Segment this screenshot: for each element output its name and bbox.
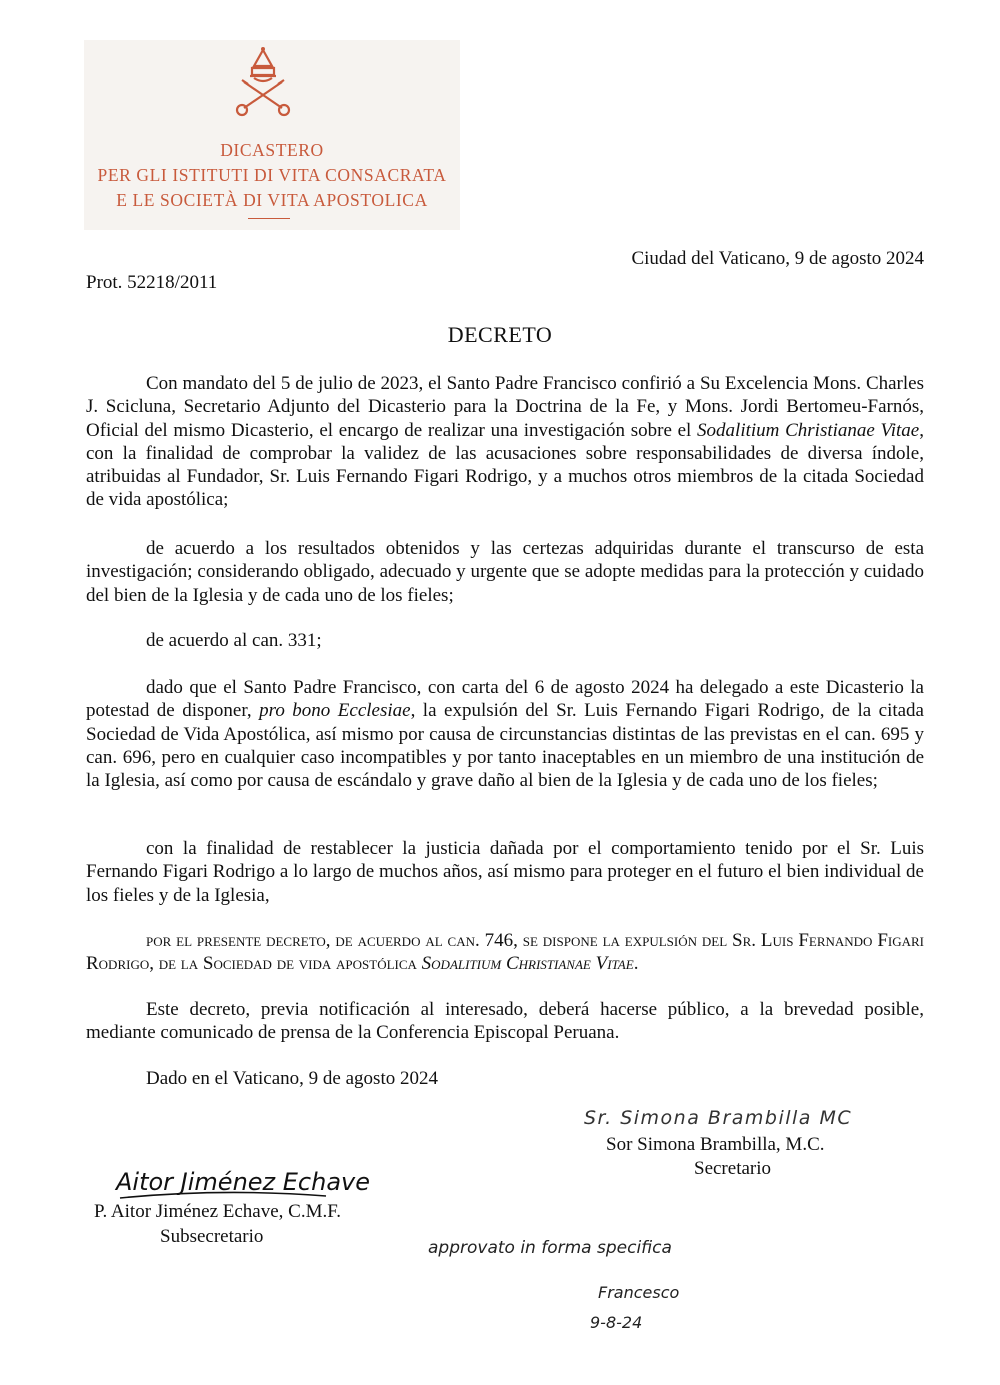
pro-bono-italic: pro bono Ecclesiae (259, 700, 411, 722)
letterhead-line-2: PER GLI ISTITUTI DI VITA CONSACRATA (97, 165, 447, 185)
paragraph-5: con la finalidad de restablecer la justicia dañada por el comportamiento tenido por el Sr. Luis Fernando Figari Rodrigo a lo largo de muchos años, así mismo para proteger en el futuro el bien individual de los fieles y de la Iglesia, (86, 838, 924, 906)
secretary-name: Sor Simona Brambilla, M.C. (606, 1134, 825, 1155)
dicastery-name (84, 138, 460, 213)
letterhead-line-1: DICASTERO (220, 140, 324, 160)
papal-signature: Francesco (598, 1283, 680, 1302)
svg-text:Aitor Jiménez Echave: Aitor Jiménez Echave (116, 1168, 371, 1196)
sodalitium-name-italic: Sodalitium Christianae Vitae (697, 419, 920, 441)
letterhead-line-3: E LE SOCIETÀ DI VITA APOSTOLICA (116, 190, 428, 210)
paragraph-4: dado que el Santo Padre Francisco, con carta del 6 de agosto 2024 ha delegado a este Dicasterio la potestad de disponer, pro bono Ecclesiae, la expulsión del Sr. Luis Fernando Figari Rodrigo, de la citada Sociedad de Vida Apostólica, así mismo por causa de circunstancias distintas de las previstas en el can. 695 y can. 696, pero en cualquier caso incompatibles y por tanto inaceptables en un miembro de una institución de la Iglesia, así como por causa de escándalo y grave daño al bien de la Iglesia y de cada uno de los fieles; (86, 677, 924, 792)
paragraph-3: de acuerdo al can. 331; (146, 630, 322, 651)
papal-approval-date: 9-8-24 (590, 1313, 643, 1332)
papal-keys-emblem-icon (232, 44, 294, 116)
paragraph-6-disposition: por el presente decreto, de acuerdo al can. 746, se dispone la expulsión del Sr. Luis Fernando Figari Rodrigo, de la Sociedad de vida apostólica Sodalitium Christianae Vitae. (86, 930, 924, 975)
undersecretary-name: P. Aitor Jiménez Echave, C.M.F. (94, 1201, 342, 1222)
paragraph-2: de acuerdo a los resultados obtenidos y las certezas adquiridas durante el transcurso de esta investigación; considerando obligado, adecuado y urgente que se adopte medidas para la protección y cuidado del bien de la Iglesia y de cada uno de los fieles; (86, 538, 924, 606)
paragraph-7: Este decreto, previa notificación al interesado, deberá hacerse público, a la brevedad posible, mediante comunicado de prensa de la Conferencia Episcopal Peruana. (86, 999, 924, 1044)
secretary-signature (580, 1100, 890, 1134)
paragraph-1: Con mandato del 5 de julio de 2023, el Santo Padre Francisco confirió a Su Excelencia Mons. Charles J. Scicluna, Secretario Adjunto del Dicasterio para la Doctrina de la Fe, y Mons. Jordi Bertomeu-Farnós, Oficial del mismo Dicasterio, el encargo de realizar una investigación sobre el Sodalitium Christianae Vitae, con la finalidad de comprobar la validez de las acusaciones sobre responsabilidades de diversa índole, atribuidas al Fundador, Sr. Luis Fernando Figari Rodrigo, y a muchos otros miembros de la citada Sociedad de vida apostólica; (86, 373, 924, 511)
undersecretary-role: Subsecretario (160, 1226, 264, 1247)
papal-approval-note: approvato in forma specifica (428, 1238, 672, 1258)
svg-text:Sr. Simona Brambilla MC: Sr. Simona Brambilla MC (584, 1107, 853, 1129)
document-title: DECRETO (447, 322, 553, 347)
sodalitium-name-italic: Sodalitium Christianae Vitae (421, 953, 634, 975)
secretary-role: Secretario (694, 1158, 772, 1179)
letterhead-rule (248, 218, 290, 219)
given-at: Dado en el Vaticano, 9 de agosto 2024 (146, 1068, 438, 1089)
place-date: Ciudad del Vaticano, 9 de agosto 2024 (631, 248, 924, 269)
protocol-number: Prot. 52218/2011 (86, 272, 218, 293)
